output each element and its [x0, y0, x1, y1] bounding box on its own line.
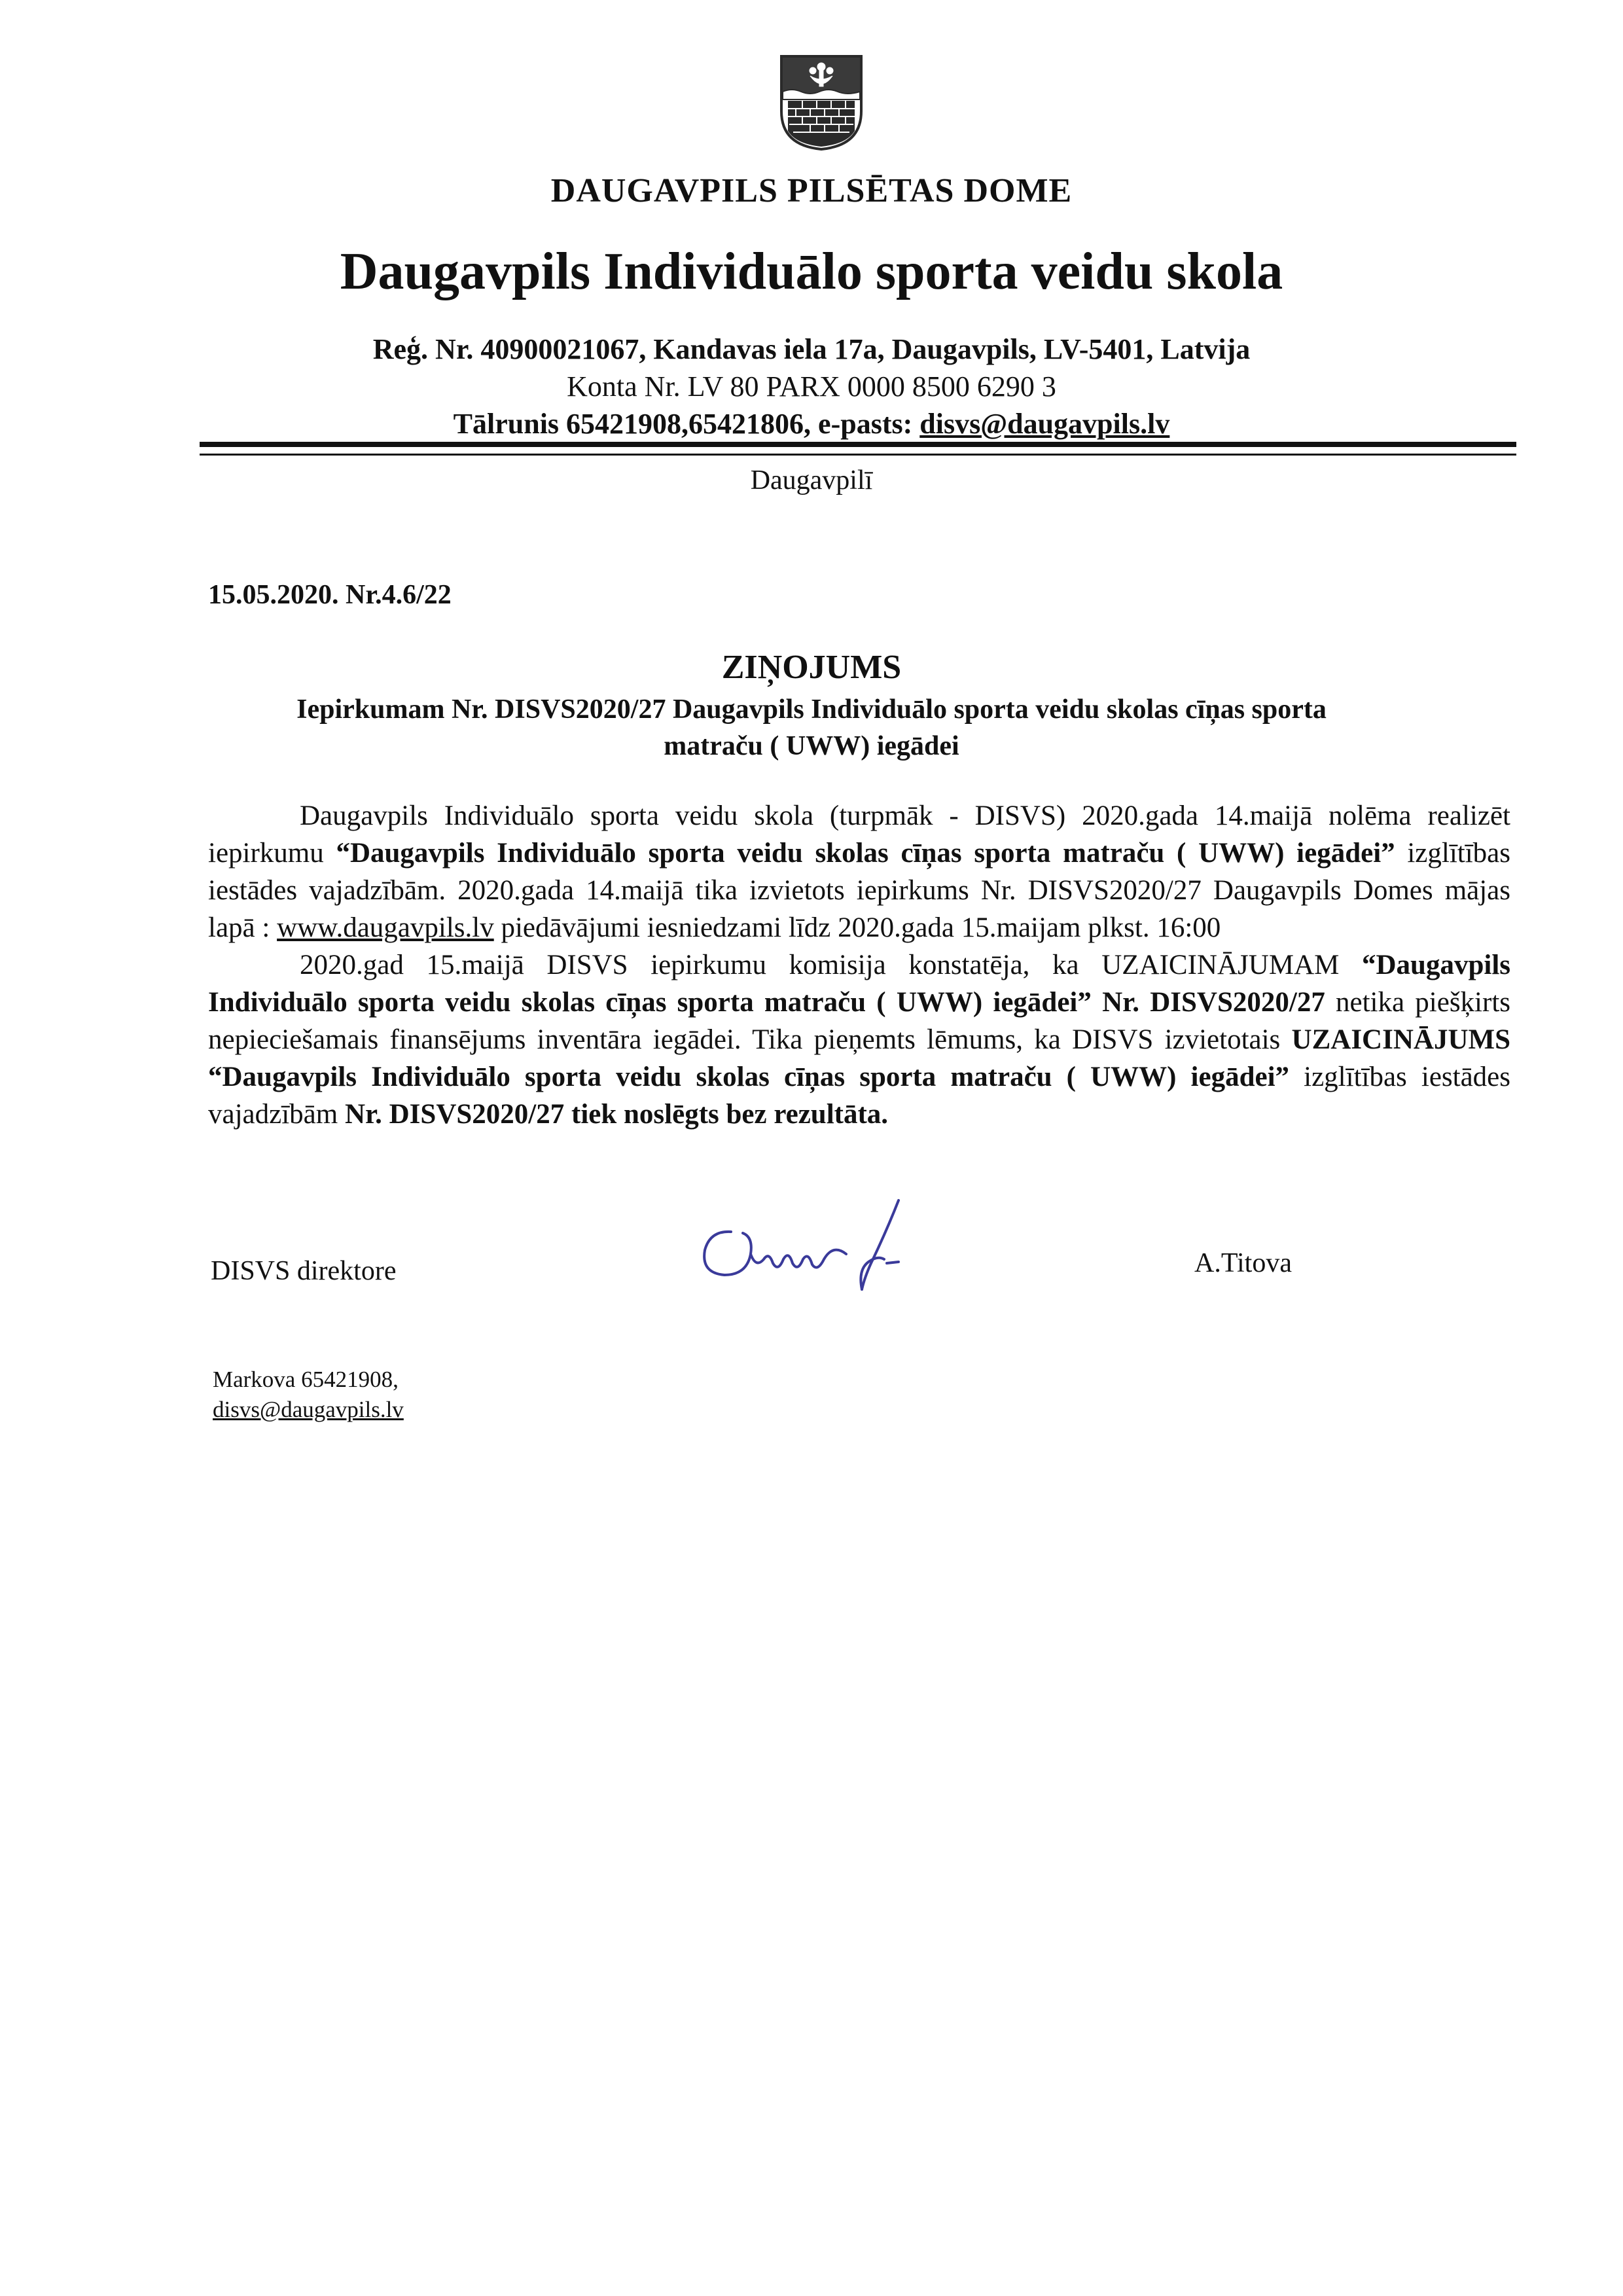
p2-conclusion: Nr. DISVS2020/27 tiek noslēgts bez rezultāta.	[344, 1099, 889, 1130]
document-subject-line-1: Iepirkumam Nr. DISVS2020/27 Daugavpils Individuālo sporta veidu skolas cīņas sporta	[296, 694, 1327, 725]
authority-name: DAUGAVPILS PILSĒTAS DOME	[550, 172, 1073, 209]
contact-line	[0, 407, 1623, 440]
p1-text-d: piedāvājumi iesniedzami līdz 2020.gada 15.maijam plkst. 16:00	[493, 912, 1221, 943]
city-coat-of-arms-icon	[779, 54, 864, 151]
body-paragraph-2	[208, 946, 1510, 1133]
document-title: ZIŅOJUMS	[721, 649, 902, 686]
p1-text-a: Daugavpils Individuālo sporta veidu skola (turpmāk - DISVS) 2020.gada 14.maijā nolēma realizēt iepirkumu	[208, 800, 1510, 869]
header-rule-thick	[200, 442, 1516, 447]
school-name: Daugavpils Individuālo sporta veidu skola	[340, 243, 1283, 300]
document-body	[208, 797, 1510, 1133]
document-date-number: 15.05.2020. Nr.4.6/22	[208, 580, 452, 610]
website-link[interactable]: www.daugavpils.lv	[277, 912, 494, 943]
account-line: Konta Nr. LV 80 PARX 0000 8500 6290 3	[567, 370, 1056, 403]
contact-email-link[interactable]: disvs@daugavpils.lv	[213, 1397, 404, 1422]
contact-phone: Markova 65421908,	[213, 1367, 399, 1392]
p1-text-c: izglītības iestādes vajadzībām. 2020.gada 14.maijā tika izvietots iepirkums Nr. DISVS2020/27 Daugavpils Domes mājas lapā :	[208, 838, 1510, 943]
registration-line: Reģ. Nr. 40900021067, Kandavas iela 17a, Daugavpils, LV-5401, Latvija	[372, 333, 1251, 365]
phone-text: Tālrunis 65421908,65421806, e-pasts:	[453, 408, 920, 440]
signer-name: A.Titova	[1194, 1248, 1292, 1278]
p2-procurement-title: “Daugavpils Individuālo sporta veidu skolas cīņas sporta matraču ( UWW) iegādei” Nr. DISVS2020/27	[208, 950, 1510, 1018]
contact-person	[213, 1365, 404, 1425]
p2-invitation-title: UZAICINĀJUMS “Daugavpils Individuālo sporta veidu skolas cīņas sporta matraču ( UWW) iegādei”	[208, 1024, 1510, 1092]
p2-text-c: netika piešķirts nepieciešamais finansējums inventāra iegādei. Tika pieņemts lēmums, ka DISVS izvietotais	[208, 987, 1510, 1055]
p2-text-a: 2020.gad 15.maijā DISVS iepirkumu komisija konstatēja, ka UZAICINĀJUMAM	[300, 950, 1362, 980]
header-rule-thin	[200, 454, 1516, 456]
header-email-link[interactable]: disvs@daugavpils.lv	[919, 408, 1170, 440]
city-name: Daugavpilī	[750, 465, 873, 495]
document-subject-line-2: matraču ( UWW) iegādei	[664, 731, 959, 761]
p1-procurement-title: “Daugavpils Individuālo sporta veidu skolas cīņas sporta matraču ( UWW) iegādei”	[336, 838, 1395, 869]
handwritten-signature-icon	[690, 1191, 946, 1302]
body-paragraph-1	[208, 797, 1510, 946]
p2-text-e: izglītības iestādes vajadzībām	[208, 1062, 1510, 1130]
signer-position: DISVS direktore	[211, 1256, 397, 1286]
